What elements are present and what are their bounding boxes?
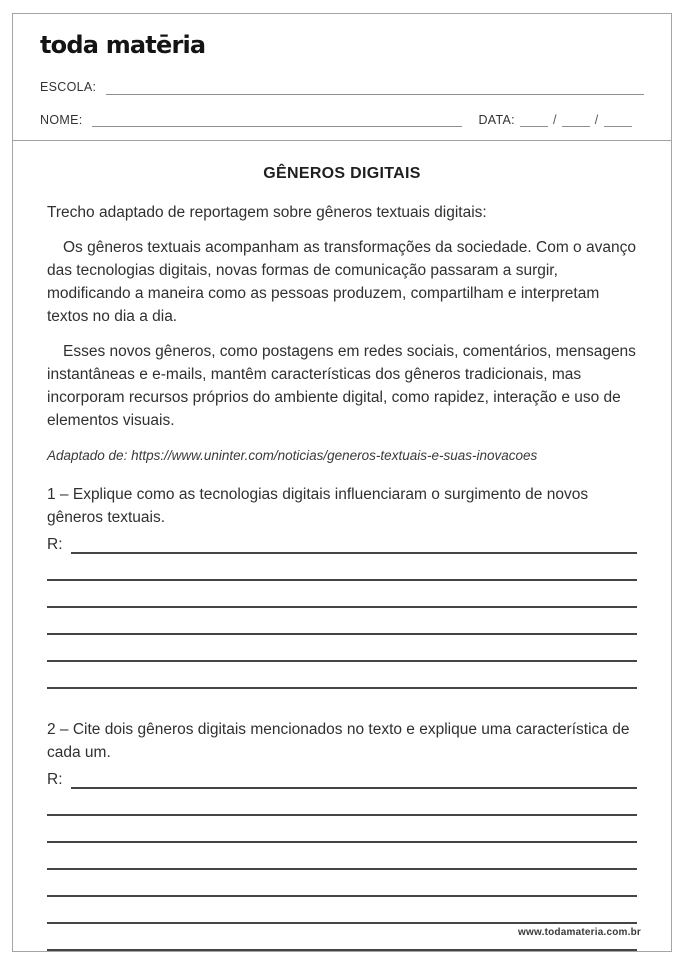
name-label: NOME:: [40, 112, 83, 127]
name-date-field-row: [40, 114, 644, 128]
answer-line: [47, 870, 637, 897]
date-slash: /: [552, 112, 557, 127]
answer-line: [47, 581, 637, 608]
school-field-row: [40, 81, 644, 95]
question-block-2: [47, 718, 637, 951]
date-year-blank-line: [604, 117, 632, 127]
answer-label: R:: [47, 770, 63, 788]
question-block-1: [47, 483, 637, 689]
date-label: DATA:: [478, 112, 515, 127]
answer-line: [47, 662, 637, 689]
date-slash: /: [594, 112, 599, 127]
answer-line: [47, 897, 637, 924]
answer-line: [71, 765, 638, 789]
answer-label: R:: [47, 535, 63, 553]
answer-line-first: [47, 765, 637, 789]
body-paragraph-2: Esses novos gêneros, como postagens em redes sociais, comentários, mensagens instantâneas e e-mails, mantêm características dos gêneros tradicionais, mas incorporam recursos próprios do ambiente digital, como rapidez, interação e uso de elementos visuais.: [47, 343, 636, 429]
answer-line: [47, 608, 637, 635]
answer-line: [71, 530, 638, 554]
header-section: [13, 14, 671, 141]
school-blank-line: [106, 85, 644, 95]
answer-lines-area: [47, 554, 637, 689]
school-label: ESCOLA:: [40, 80, 97, 94]
body-paragraph-1: Os gêneros textuais acompanham as transformações da sociedade. Com o avanço das tecnologias digitais, novas formas de comunicação passaram a surgir, modificando a maneira como as pessoas produzem, compartilham e interpretam textos no dia a dia.: [47, 239, 636, 325]
brand-logo: toda matēria: [40, 31, 206, 59]
answer-line: [47, 635, 637, 662]
site-url-footer: www.todamateria.com.br: [518, 927, 641, 938]
question-1-text: 1 – Explique como as tecnologias digitais influenciaram o surgimento de novos gêneros textuais.: [47, 486, 589, 526]
worksheet-title: GÊNEROS DIGITAIS: [263, 165, 421, 182]
date-field-group: [478, 114, 636, 128]
answer-line: [47, 843, 637, 870]
answer-line: [47, 789, 637, 816]
question-2-text: 2 – Cite dois gêneros digitais mencionados no texto e explique uma característica de cada um.: [47, 721, 630, 761]
date-day-blank-line: [520, 117, 548, 127]
answer-line-first: [47, 530, 637, 554]
worksheet-sheet: [12, 13, 672, 952]
intro-text: Trecho adaptado de reportagem sobre gêneros textuais digitais:: [47, 204, 487, 221]
source-citation: Adaptado de: https://www.uninter.com/noticias/generos-textuais-e-suas-inovacoes: [47, 448, 538, 463]
content-section: [13, 141, 671, 951]
answer-line: [47, 554, 637, 581]
answer-line: [47, 816, 637, 843]
date-month-blank-line: [562, 117, 590, 127]
name-blank-line: [92, 117, 462, 127]
